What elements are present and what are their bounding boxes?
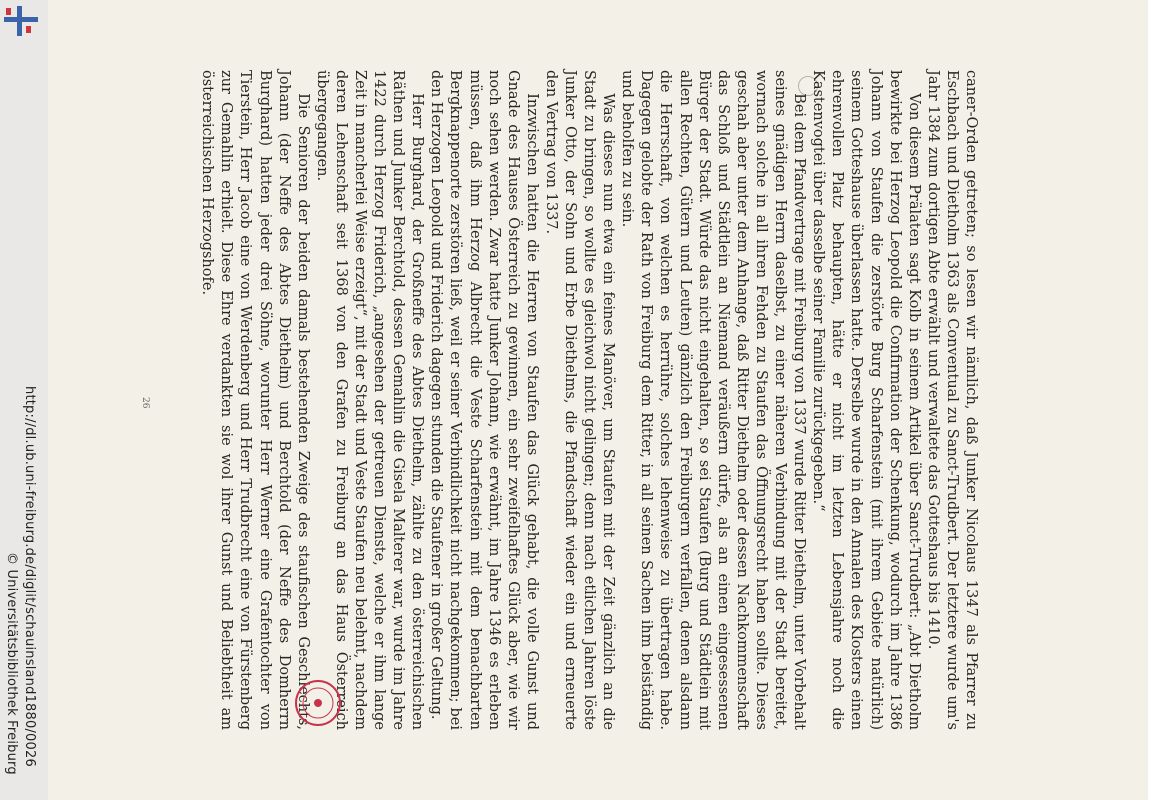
page-number: 26 xyxy=(140,397,150,409)
paragraph: Von diesem Prälaten sagt Kolb in seinem Artikel über Sanct-Trudbert: „Abt Dietholm bewirkte bei Herzog Leopold die Confirmation der Schenkung, wodurch im Jahre 1386 Johann von Staufen die zerstörte Burg Scharfenstein (mit ihrem Gebiete natürlich) seinem Gotteshause überlassen hatte. Derselbe wurde in den Annalen des Klosters einen ehrenvollen Platz behaupten, hätte er nicht im letzten Lebensjahre noch die Kastenvogtei über dasselbe seiner Familie zurückgegeben.“ xyxy=(810,70,922,730)
copyright-watermark: © Universitätsbibliothek Freiburg xyxy=(4,552,19,775)
paragraph: caner-Orden getreten; so lesen wir nämlich, daß Junker Nicolaus 1347 als Pfarrer zu Eschbach und Dietholm 1363 als Conventual zu Sanct-Trudbert. Der letztere wurde um's Jahr 1384 zum dortigen Abte erwählt und verwaltete das Gotteshaus bis 1410. xyxy=(924,70,979,730)
library-logo-icon xyxy=(4,6,38,40)
paragraph: Die Senioren der beiden damals bestehenden Zweige des staufischen Geschlechts, Johann (der Neffe des Abtes Diethelm) und Berchtold (der Neffe des Domherrn Burghard) hatten jeder drei Söhne, worunter Herr Werner eine Grafentochter von Tierstein, Herr Jacob eine von Werdenberg und Herr Trudbrecht eine von Fürstenberg zur Gemahlin erhielt. Diese Ehre verdankten sie wol ihrer Gunst und Beliebtheit am österreichischen Herzogshofe. xyxy=(199,70,311,730)
right-scrollbar[interactable] xyxy=(1148,0,1162,800)
left-sidebar xyxy=(0,0,48,800)
paragraph: Inzwischen hatten die Herren von Staufen das Glück gehabt, die volle Gunst und Gnade des Hauses Österreich zu gewinnen, ein sehr zweifelhaftes Glück aber, wie wir noch sehen werden. Zwar hatte Junker Johann, wie erwähnt, im Jahre 1346 es erleben müssen, daß ihm Herzog Albrecht die Veste Scharfenstein mit dem benachbarten Bergknappenorte zerstören ließ, weil er seiner Verbindlichkeit nicht nachgekommen; bei den Herzogen Leopold und Friderich dagegen stunden die Staufener in großer Geltung. xyxy=(428,70,540,730)
page-text-block xyxy=(170,70,980,730)
library-stamp-icon xyxy=(293,678,343,728)
url-watermark[interactable]: http://dl.ub.uni-freiburg.de/diglit/schauinsland1880/0026 xyxy=(22,386,37,767)
paragraph: Bei dem Pfandvertrage mit Freiburg von 1337 wurde Ritter Diethelm, unter Vorbehalt seines gnädigen Herrn daselbst, zu einer näheren Verbindung mit der Stadt bereitet, wornach solche in all ihren Fehden zu Staufen das Öffnungsrecht haben sollte. Dieses geschah aber unter dem Anhange, daß Ritter Diethelm oder dessen Nachkommenschaft das Schloß und Städtlein an Niemand veräußern dürfe, als an einen eingesessenen Bürger der Stadt. Würde das nicht eingehalten, so sei Staufen (Burg und Städtlein mit allen Rechten, Gütern und Leuten) gänzlich den Freiburgern verfallen, denen alsdann die Herrschaft, von welchen es herrühre, solches lehenweise zu übertragen habe. Dagegen gelobte der Rath von Freiburg dem Ritter, in all seinen Sachen ihm beiständig und beholfen zu sein. xyxy=(619,70,808,730)
paragraph: Was dieses nun etwa ein feines Manöver, um Staufen mit der Zeit gänzlich an die Stadt zu bringen, so wollte es gleichwol nicht gelingen; denn nach etlichen Jahren löste Junker Otto, der Sohn und Erbe Diethelms, die Pfandschaft wieder ein und erneuerte den Vertrag von 1337. xyxy=(542,70,617,730)
paragraph: Herr Burghard, der Großneffe des Abtes Diethelm, zählte zu den österreichischen Räthen und Junker Berchtold, dessen Gemahlin die Gisela Malterer war, wurde im Jahre 1422 durch Herzog Friderich, „angesehen der getreuen Dienste, welche er ihm lange Zeit in mancherlei Weise erzeigt“, mit der Stadt und Veste Staufen neu belehnt, nachdem deren Lehenschaft seit 1368 von den Grafen zu Freiburg an das Haus Österreich übergegangen. xyxy=(313,70,426,730)
